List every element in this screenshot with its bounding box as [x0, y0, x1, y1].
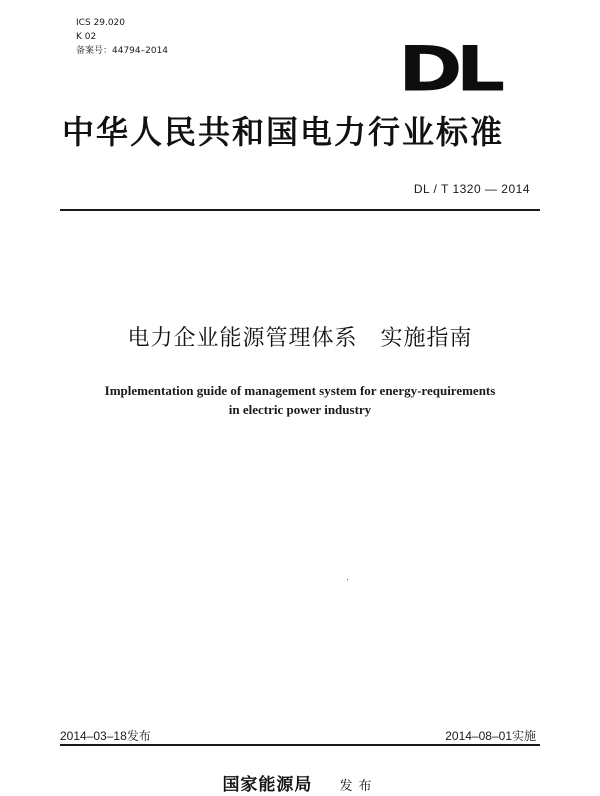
header-divider — [60, 209, 540, 211]
footer-divider — [60, 744, 540, 746]
dl-logo: DL — [398, 32, 499, 106]
scan-speck — [347, 579, 348, 580]
document-title-en-line1: Implementation guide of management system for energy-requirements — [104, 383, 496, 398]
issuer-line — [0, 770, 600, 795]
issuer-action: 发布 — [339, 779, 378, 794]
document-title-en-line2: in electric power industry — [228, 402, 372, 417]
document-title-cn: 电力企业能源管理体系 实施指南 — [127, 326, 473, 351]
issuer-name: 国家能源局 — [222, 775, 313, 795]
publish-date: 2014–03–18发布 — [60, 729, 151, 743]
ccs-code: K 02 — [76, 32, 97, 42]
filing-number: 备案号：44794–2014 — [76, 46, 169, 56]
standard-number: DL / T 1320 — 2014 — [413, 182, 530, 196]
implementation-date: 2014–08–01实施 — [445, 729, 536, 743]
document-title-en — [0, 381, 600, 419]
classification-block — [76, 16, 168, 58]
standard-title: 中华人民共和国电力行业标准 — [62, 113, 505, 151]
ics-code: ICS 29.020 — [76, 18, 126, 28]
